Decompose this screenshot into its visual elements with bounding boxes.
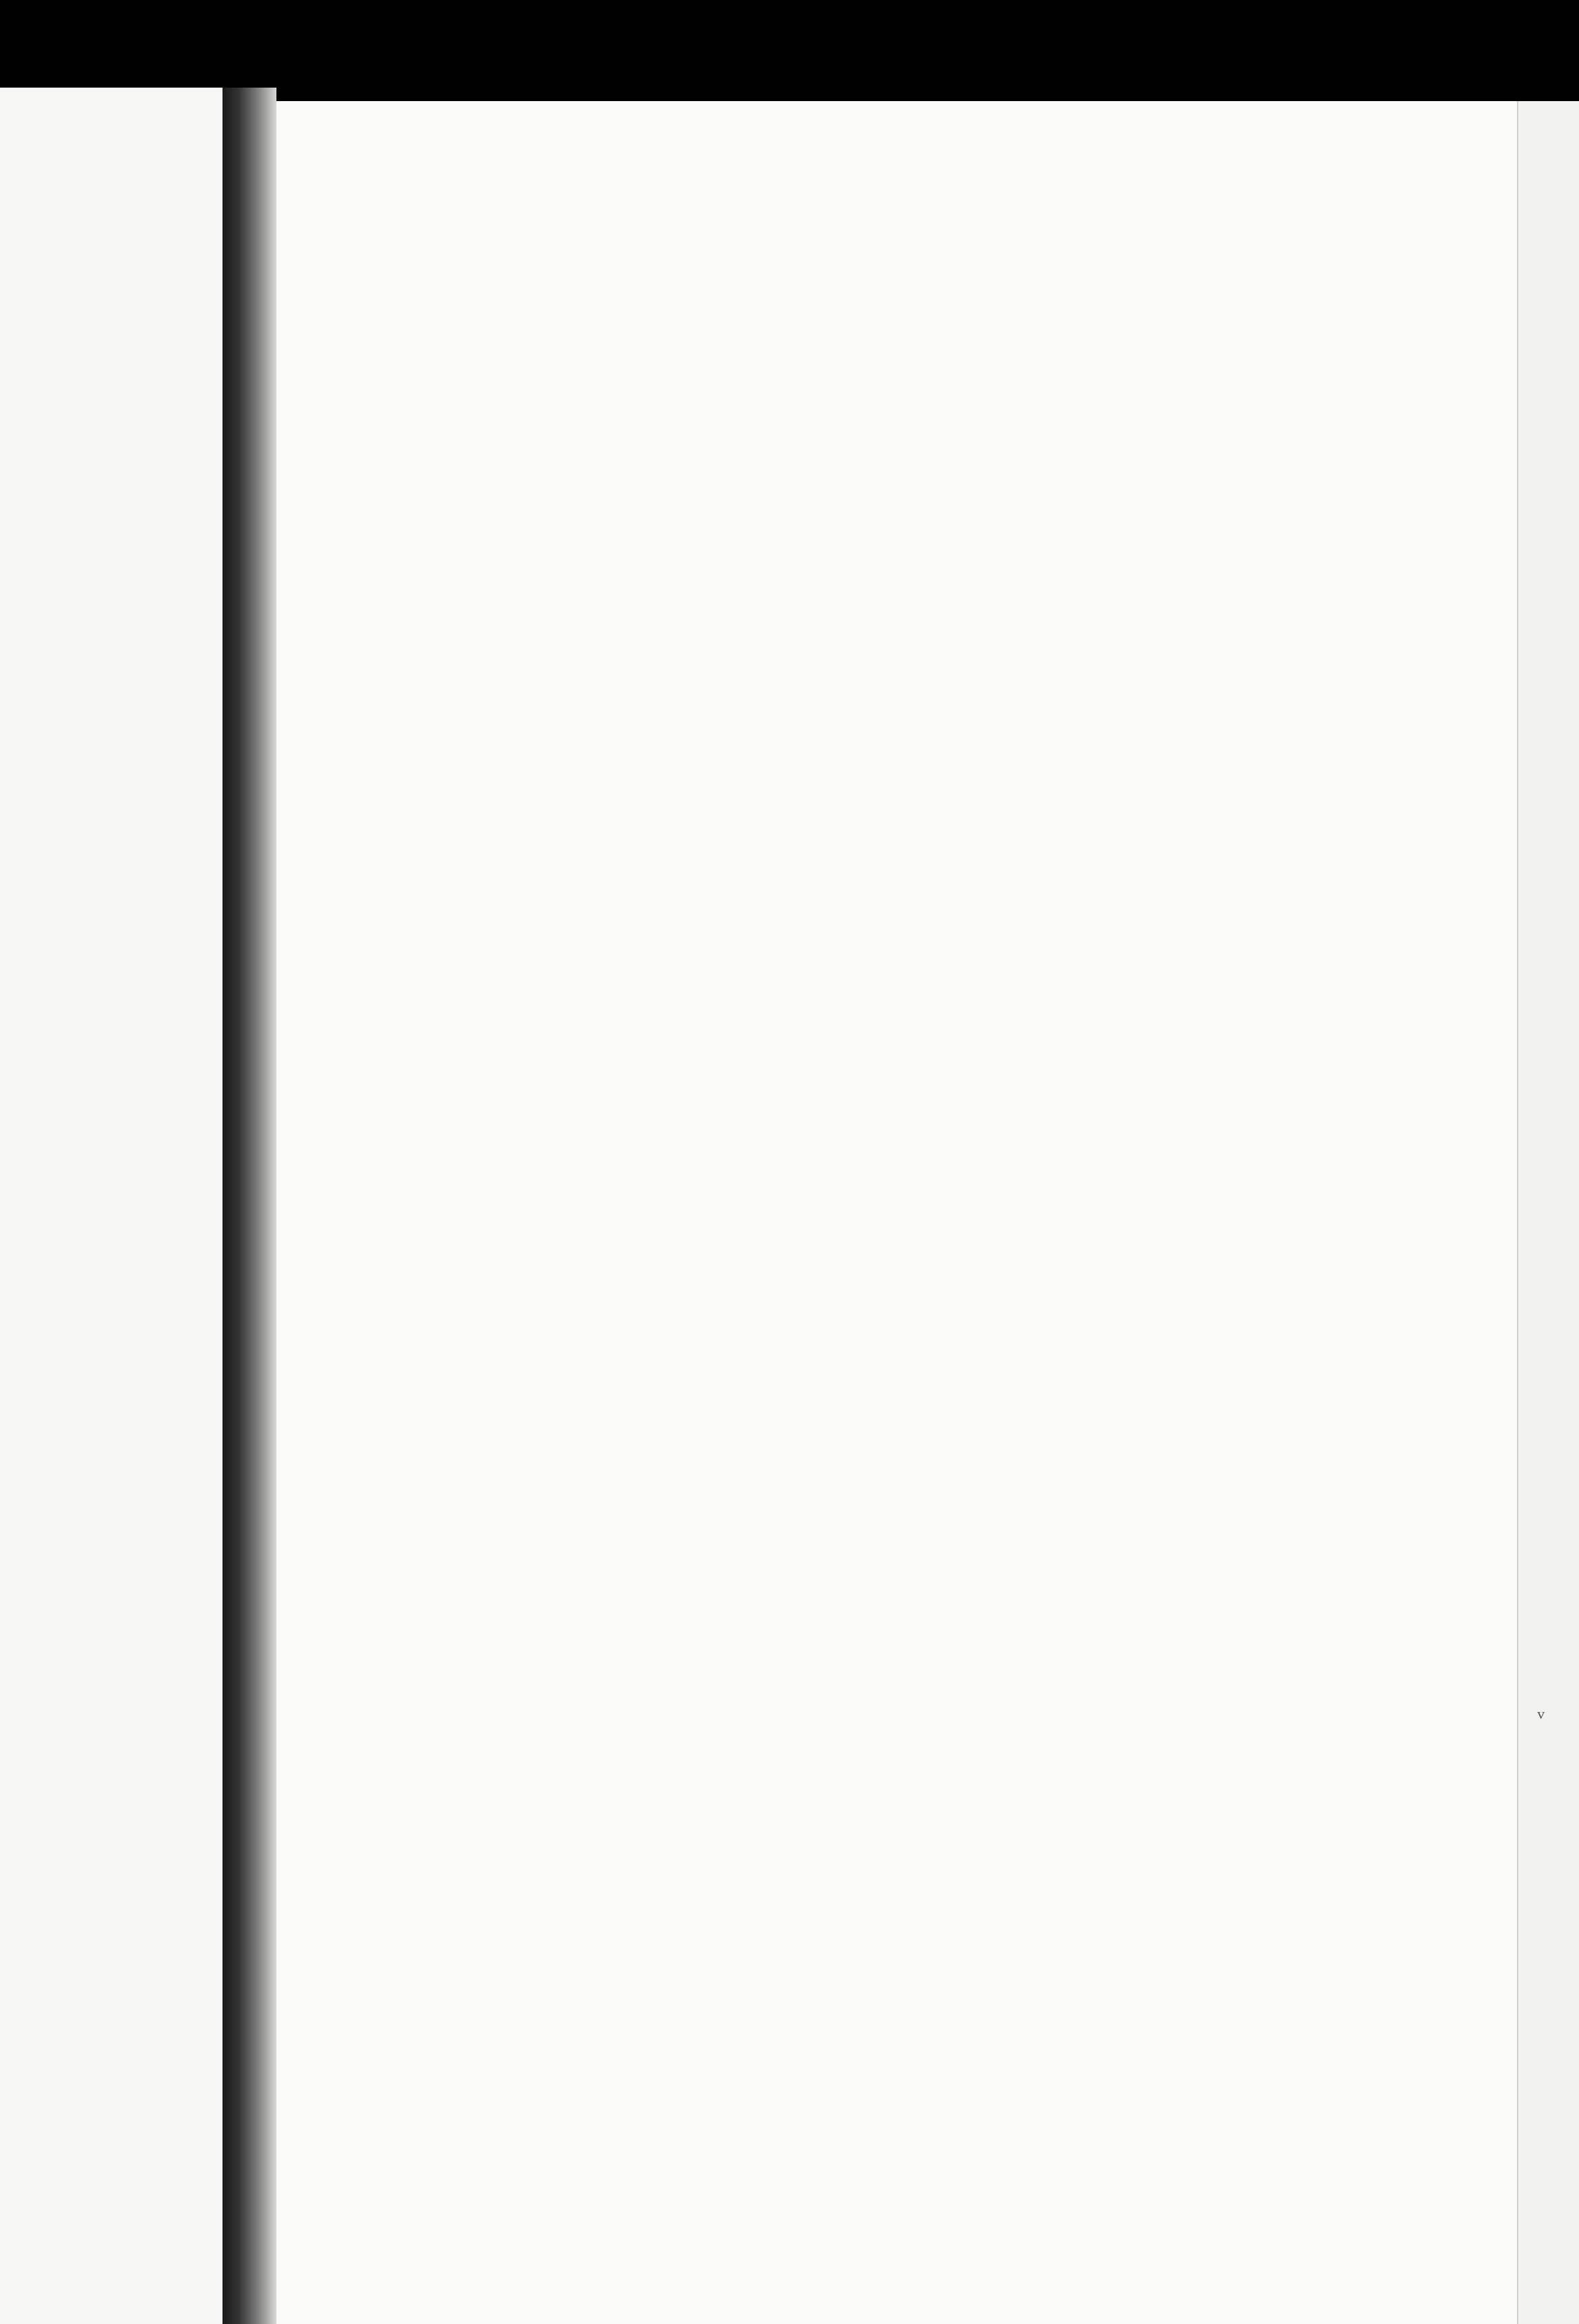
- right-page-edge: [1517, 101, 1579, 2324]
- book-gutter: [222, 88, 276, 2324]
- right-page: [276, 101, 1517, 2324]
- running-head: [381, 297, 1278, 344]
- margin-mark: v: [1537, 1705, 1545, 1722]
- left-facing-page: [0, 88, 222, 2324]
